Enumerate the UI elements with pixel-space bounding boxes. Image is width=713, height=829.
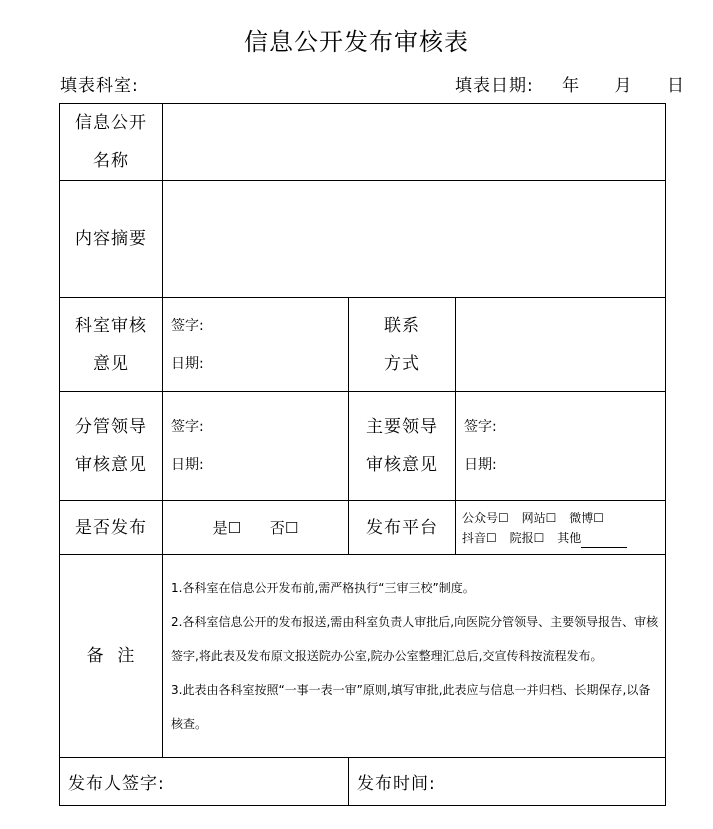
platform-label: 发布平台 xyxy=(349,501,456,555)
publish-time-field[interactable] xyxy=(349,758,666,806)
form-title: 信息公开发布审核表 xyxy=(244,28,469,56)
platform-options xyxy=(456,501,666,555)
date-label: 日期: xyxy=(464,457,497,473)
publisher-sign-label: 发布人签字: xyxy=(68,774,165,794)
sign-label: 签字: xyxy=(171,419,204,435)
sign-label: 签字: xyxy=(464,419,497,435)
platform-wechat-checkbox[interactable]: 公众号☐ xyxy=(462,510,509,525)
summary-label: 内容摘要 xyxy=(60,181,163,298)
info-name-label: 信息公开 名称 xyxy=(60,104,163,181)
info-name-field[interactable] xyxy=(163,104,666,181)
date-label: 日期: xyxy=(171,457,204,473)
publisher-sign-field[interactable] xyxy=(60,758,349,806)
main-leader-field[interactable] xyxy=(456,392,666,501)
publish-yes-checkbox[interactable]: 是☐ xyxy=(212,519,242,537)
platform-weibo-checkbox[interactable]: 微博☐ xyxy=(569,510,604,525)
sign-label: 签字: xyxy=(171,317,204,334)
branch-review-label: 分管领导 审核意见 xyxy=(60,392,163,501)
publish-no-checkbox[interactable]: 否☐ xyxy=(269,519,299,537)
remarks-label: 备 注 xyxy=(60,555,163,758)
main-leader-label: 主要领导 审核意见 xyxy=(349,392,456,501)
note-item: 2.各科室信息公开的发布报送,需由科室负责人审批后,向医院分管领导、主要领导报告、审核签字,将此表及发布原文报送院办公室,院办公室整理汇总后,交宣传科按流程发布。 xyxy=(171,615,659,663)
day-label: 日 xyxy=(666,76,685,96)
contact-field[interactable] xyxy=(456,298,666,392)
remarks-content xyxy=(163,555,666,758)
fill-date xyxy=(455,71,685,96)
review-form-table xyxy=(59,103,666,806)
year-label: 年 xyxy=(562,76,581,96)
platform-journal-checkbox[interactable]: 院报☐ xyxy=(509,530,545,545)
dept-label: 填表科室: xyxy=(60,76,139,96)
summary-field[interactable] xyxy=(163,181,666,298)
platform-website-checkbox[interactable]: 网站☐ xyxy=(521,510,557,525)
platform-other-field[interactable] xyxy=(581,535,627,548)
branch-review-field[interactable] xyxy=(163,392,349,501)
dept-review-field[interactable] xyxy=(163,298,349,392)
month-label: 月 xyxy=(614,76,633,96)
platform-douyin-checkbox[interactable]: 抖音☐ xyxy=(462,530,497,545)
publish-time-label: 发布时间: xyxy=(357,774,436,794)
contact-label: 联系 方式 xyxy=(349,298,456,392)
date-label: 日期: xyxy=(171,355,204,372)
note-item: 3.此表由各科室按照“一事一表一审”原则,填写审批,此表应与信息一并归档、长期保存,以备核查。 xyxy=(171,683,651,731)
platform-other-label: 其他 xyxy=(557,530,582,545)
dept-review-label: 科室审核 意见 xyxy=(60,298,163,392)
fill-date-label: 填表日期: xyxy=(455,76,534,96)
publish-choice xyxy=(163,501,349,555)
note-item: 1.各科室在信息公开发布前,需严格执行“三审三校”制度。 xyxy=(171,581,475,595)
publish-label: 是否发布 xyxy=(60,501,163,555)
